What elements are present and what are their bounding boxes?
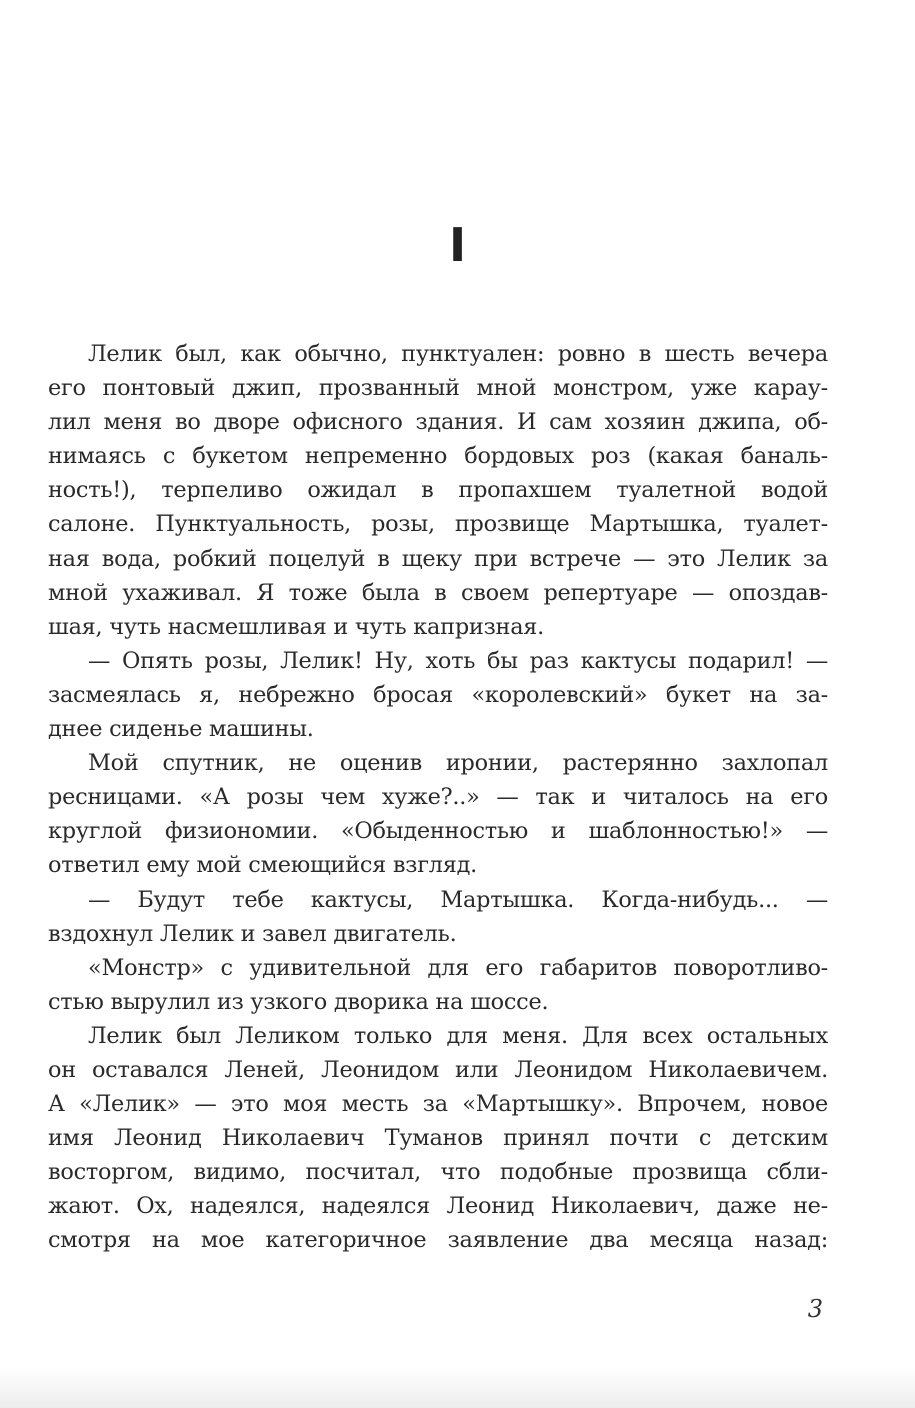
text-line: ресницами. «А розы чем хуже?..» — так и читалось на его xyxy=(48,784,828,811)
text-line: засмеялась я, небрежно бросая «королевский» букет на за- xyxy=(48,681,828,708)
text-line: круглой физиономии. «Обыденностью и шаблонностью!» — xyxy=(48,818,828,845)
text-line: восторгом, видимо, посчитал, что подобные прозвища сбли- xyxy=(48,1159,828,1186)
paragraph xyxy=(48,644,828,746)
paragraph xyxy=(48,337,828,644)
text-line: его понтовый джип, прозванный мной монстром, уже карау- xyxy=(48,375,828,402)
text-line: мной ухаживал. Я тоже была в своем репертуаре — опоздав- xyxy=(48,579,828,606)
text-line: салоне. Пунктуальность, розы, прозвище Мартышка, туалет- xyxy=(48,511,828,538)
text-line: Лелик был, как обычно, пунктуален: ровно в шесть вечера xyxy=(88,341,828,367)
text-line: ность!), терпеливо ожидал в пропахшем туалетной водой xyxy=(48,477,828,504)
text-line: А «Лелик» — это моя месть за «Мартышку». Впрочем, новое xyxy=(48,1091,828,1118)
text-line: имя Леонид Николаевич Туманов принял почти с детским xyxy=(48,1125,828,1152)
paragraph xyxy=(48,746,828,882)
text-line: шая, чуть насмешливая и чуть капризная. xyxy=(48,613,545,640)
chapter-heading: I xyxy=(448,218,467,272)
text-line: ная вода, робкий поцелуй в щеку при встрече — это Лелик за xyxy=(48,545,828,572)
text-line: стью вырулил из узкого дворика на шоссе. xyxy=(48,988,549,1015)
paragraph xyxy=(48,951,828,1019)
text-line: смотря на мое категоричное заявление два месяца назад: xyxy=(48,1227,828,1254)
text-line: он оставался Леней, Леонидом или Леонидом Николаевичем. xyxy=(48,1056,828,1083)
text-line: Мой спутник, не оценив иронии, растерянно захлопал xyxy=(88,750,828,777)
paragraph xyxy=(48,883,828,951)
text-line: днее сиденье машины. xyxy=(48,716,314,743)
text-line: «Монстр» с удивительной для его габаритов поворотливо- xyxy=(88,954,828,981)
page-number: 3 xyxy=(807,1295,823,1323)
page-edge-shadow xyxy=(0,1368,915,1408)
paragraph xyxy=(48,1019,828,1258)
text-line: жают. Ох, надеялся, надеялся Леонид Николаевич, даже не- xyxy=(48,1193,828,1220)
text-line: лил меня во дворе офисного здания. И сам хозяин джипа, об- xyxy=(48,409,828,436)
chapter-text xyxy=(48,337,828,1258)
text-line: нимаясь с букетом непременно бордовых роз (какая баналь- xyxy=(48,443,828,470)
text-line: — Опять розы, Лелик! Ну, хоть бы раз кактусы подарил! — xyxy=(88,647,828,674)
text-line: Лелик был Леликом только для меня. Для всех остальных xyxy=(88,1022,828,1049)
text-line: — Будут тебе кактусы, Мартышка. Когда-нибудь... — xyxy=(88,886,828,913)
text-line: ответил ему мой смеющийся взгляд. xyxy=(48,852,477,879)
text-line: вздохнул Лелик и завел двигатель. xyxy=(48,920,457,947)
